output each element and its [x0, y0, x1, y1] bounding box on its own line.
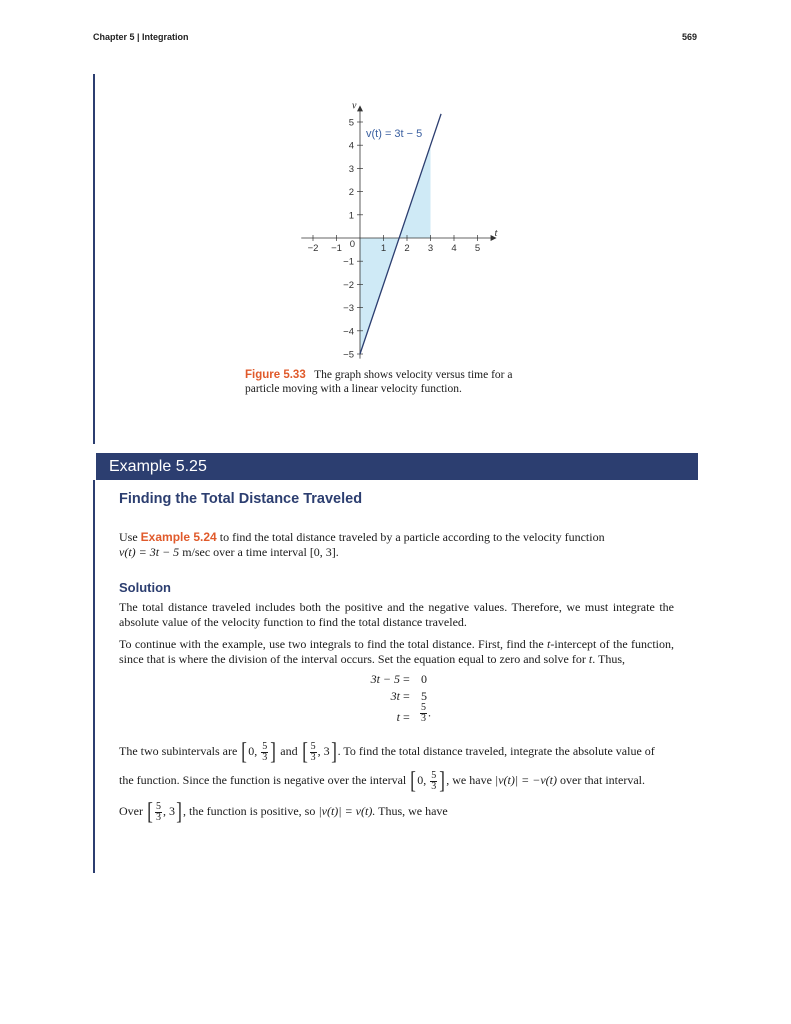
fraction: [420, 703, 427, 724]
x-axis-label: t: [494, 228, 498, 239]
y-tick-label: 1: [348, 210, 354, 222]
bracket-right: ]: [439, 768, 446, 794]
bracket-right: ]: [330, 739, 337, 765]
figure-label: Figure 5.33: [245, 369, 306, 381]
line-a-text2: . To find the total distance traveled, integrate the absolute value of: [337, 743, 655, 758]
y-axis-arrow: [357, 105, 363, 111]
time-interval: [0, 3].: [309, 545, 339, 559]
eq-row2-equals: =: [403, 689, 410, 703]
x-tick-label: −2: [307, 243, 319, 254]
solution-heading: Solution: [119, 580, 171, 595]
and-text: and: [280, 743, 301, 758]
eq-row1-left: 3t − 5: [370, 672, 400, 686]
eq-row1-right: 0: [421, 672, 427, 686]
line-b-text1: the function. Since the function is negative over the interval: [119, 772, 410, 787]
y-tick-label: 2: [348, 187, 354, 199]
x-tick-label: 1: [380, 243, 387, 254]
negative-interval-line: the function. Since the function is negative over the interval [0, $\frac{5}{3}$ ], we have |v(t)| = −v(t) over that interval.: [119, 768, 645, 794]
p2-text-b: -intercept of the function, since that is where the division of the interval occurs. Set the equation equal to zero and solve for: [119, 637, 674, 666]
fraction-num: 5: [262, 740, 268, 752]
example-link[interactable]: Example 5.24: [140, 530, 217, 544]
example-intro: [119, 530, 674, 560]
y-tick-label: 3: [348, 163, 354, 175]
interval-zero: 0: [248, 743, 255, 758]
x-tick-label: 4: [451, 243, 457, 254]
line-b-text3: over that interval.: [557, 772, 645, 787]
fraction-den: 3: [262, 751, 268, 763]
fraction: [155, 802, 162, 823]
left-margin-rule-bottom: [93, 480, 95, 873]
interval-zero: 0: [417, 772, 424, 787]
intro-text-rest: to find the total distance traveled by a particle according to the velocity function: [216, 530, 605, 544]
function-label: v(t) = 3t − 5: [366, 128, 423, 141]
x-tick-label: −1: [331, 243, 342, 254]
chapter-header: Chapter 5 | Integration: [93, 32, 189, 42]
example-bar: Example 5.25: [96, 453, 698, 480]
fraction: [310, 742, 317, 763]
bracket-left: [: [147, 799, 153, 825]
p2-text-c: . Thus,: [592, 652, 625, 666]
fraction-num: 5: [156, 800, 161, 812]
fraction-den: 3: [310, 751, 316, 763]
figure-caption: [245, 368, 525, 396]
y-tick-label: −1: [343, 256, 354, 268]
example-title: Finding the Total Distance Traveled: [119, 491, 363, 507]
intro-text: Use: [119, 530, 141, 544]
bracket-left: [: [301, 739, 308, 765]
line-c-text2: the function is positive, so: [189, 803, 319, 818]
figure-caption-text: The graph shows velocity versus time for a particle moving with a linear velocity function.: [245, 369, 513, 395]
fraction-den: 3: [421, 713, 426, 724]
y-tick-label: −4: [343, 326, 354, 338]
y-tick-label: −5: [343, 349, 354, 360]
origin-label: 0: [349, 239, 355, 250]
bracket-right: ]: [270, 739, 277, 765]
x-tick-label: 5: [474, 243, 481, 254]
eq-row2-right: 5: [421, 689, 427, 703]
abs-pos-eq: |v(t)| = v(t).: [318, 803, 376, 818]
fraction-num: 5: [310, 740, 316, 752]
y-tick-label: 4: [348, 140, 354, 152]
subintervals-line: The two subintervals are [0, $\frac{5}{3}$ ] and [ $\frac{5}{3}$ , 3]. To find the total distance traveled, integrate the absolute value of: [119, 739, 655, 765]
page-number: 569: [682, 32, 698, 42]
line-a-text1: The two subintervals are: [119, 743, 241, 758]
eq-row3-left: t: [396, 710, 400, 724]
y-axis-label: v: [352, 100, 357, 112]
y-tick-label: −3: [343, 303, 354, 315]
fraction-num: 5: [431, 769, 437, 781]
fraction: [261, 742, 268, 763]
eq-row3-equals: =: [403, 710, 410, 724]
y-tick-label: 5: [348, 117, 354, 129]
velocity-chart: [290, 100, 510, 360]
eq-row2-left: 3t: [390, 689, 400, 703]
eq-row3-fraction: $\frac{5}{3}$ .: [421, 702, 431, 724]
solution-paragraph-1: The total distance traveled includes both the positive and the negative values. Therefore, we must integrate the absolute value of the velocity function to find the total distance traveled.: [119, 600, 674, 629]
fraction-num: 5: [421, 702, 426, 713]
y-tick-label: −2: [343, 279, 354, 291]
bracket-left: [: [410, 768, 417, 794]
bracket-left: [: [241, 739, 248, 765]
line-c-text3: Thus, we have: [375, 803, 448, 818]
velocity-function: v(t) = 3t − 5: [119, 545, 180, 559]
line-c-text1: Over: [119, 803, 146, 818]
p2-var-t: t: [547, 637, 551, 651]
positive-interval-line: Over [ $\frac{5}{3}$ , 3], the function is positive, so |v(t)| = v(t). Thus, we have: [119, 799, 448, 825]
left-margin-rule-top: [93, 74, 95, 444]
line-b-text2: we have: [452, 772, 495, 787]
solution-paragraph-2: [119, 637, 674, 667]
p2-text-a: To continue with the example, use two integrals to find the total distance. First, find the: [119, 637, 548, 651]
x-tick-label: 3: [427, 243, 434, 254]
fraction: [430, 771, 437, 792]
intro-mid: m/sec over a time interval: [179, 545, 310, 559]
fraction-den: 3: [431, 780, 437, 792]
fraction-den: 3: [156, 811, 161, 823]
x-tick-label: 2: [404, 243, 410, 254]
eq-row1-equals: =: [403, 672, 410, 686]
bracket-right: ]: [176, 799, 182, 825]
abs-neg-eq: |v(t)| = −v(t): [494, 772, 558, 787]
p2-var-t2: t: [588, 652, 593, 666]
